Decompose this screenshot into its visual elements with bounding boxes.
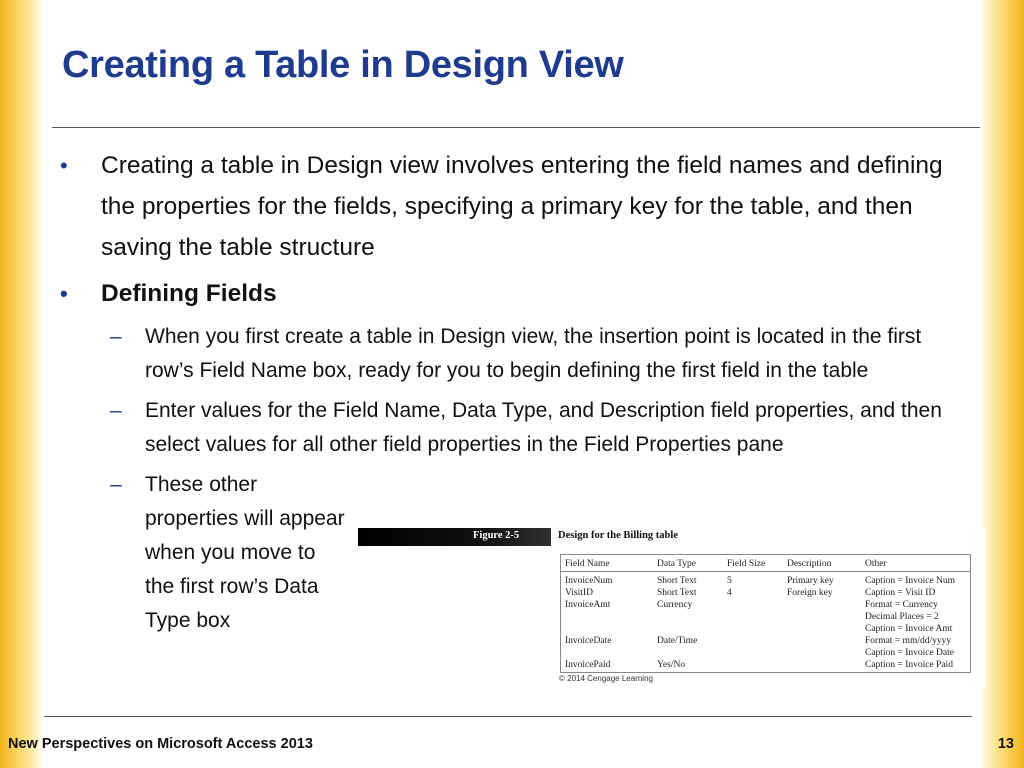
table-row xyxy=(561,623,970,635)
table-row xyxy=(561,647,970,659)
sub-bullet-item xyxy=(101,468,345,638)
table-cell xyxy=(727,623,787,635)
sub-bullet-text: These other properties will appear when you move to the first row’s Data Type box xyxy=(145,473,345,632)
bullet-text: Creating a table in Design view involves entering the field names and defining the properties for the fields, specifying a primary key for the table, and then saving the table structure xyxy=(101,152,943,261)
table-cell xyxy=(727,599,787,611)
table-cell: Format = Currency xyxy=(865,600,938,610)
dash-glyph: – xyxy=(110,325,122,348)
sub-bullet-item xyxy=(101,394,960,462)
column-header: Field Size xyxy=(727,559,787,572)
left-accent-bar xyxy=(0,0,44,768)
table-cell: 4 xyxy=(727,588,732,598)
table-cell: InvoiceAmt xyxy=(565,600,611,610)
table-cell xyxy=(787,623,865,635)
table-cell: Decimal Places = 2 xyxy=(865,612,939,622)
footer-divider xyxy=(44,716,972,717)
table-cell: Format = mm/dd/yyyy xyxy=(865,636,952,646)
table-cell: Short Text xyxy=(657,576,697,586)
table-cell: InvoicePaid xyxy=(565,660,611,670)
figure-number: Figure 2-5 xyxy=(473,530,520,541)
table-cell: 5 xyxy=(727,576,732,586)
table-cell: Primary key xyxy=(787,576,834,586)
table-row xyxy=(561,572,970,588)
figure-billing-table xyxy=(358,528,986,688)
bullet-glyph: • xyxy=(60,153,68,178)
table-row xyxy=(561,635,970,647)
table-row xyxy=(561,611,970,623)
table-cell xyxy=(787,635,865,647)
dash-glyph: – xyxy=(110,399,122,422)
table-cell xyxy=(727,635,787,647)
table-cell xyxy=(787,599,865,611)
table-cell: Caption = Invoice Paid xyxy=(865,660,953,670)
table-cell: Caption = Visit ID xyxy=(865,588,936,598)
table-cell: Caption = Invoice Num xyxy=(865,576,956,586)
table-cell xyxy=(657,623,727,635)
table-cell xyxy=(727,611,787,623)
table-cell: Caption = Invoice Date xyxy=(865,648,954,658)
table-cell xyxy=(657,611,727,623)
table-row xyxy=(561,587,970,599)
table-cell: Foreign key xyxy=(787,588,833,598)
table-cell xyxy=(787,647,865,659)
table-cell xyxy=(561,647,657,659)
table-cell: InvoiceNum xyxy=(565,576,613,586)
bullet-item xyxy=(60,273,960,314)
column-header: Data Type xyxy=(657,559,727,572)
table-cell: Caption = Invoice Amt xyxy=(865,624,953,634)
table-cell: Currency xyxy=(657,600,693,610)
dash-glyph: – xyxy=(110,473,122,496)
bullet-item xyxy=(60,145,960,268)
table-cell xyxy=(561,611,657,623)
table-cell xyxy=(561,623,657,635)
table-row xyxy=(561,599,970,611)
table-cell: Date/Time xyxy=(657,636,698,646)
page-number: 13 xyxy=(997,736,1014,752)
table-cell xyxy=(787,611,865,623)
table-cell: Yes/No xyxy=(657,660,686,670)
billing-design-table xyxy=(561,559,970,671)
table-header-row xyxy=(561,559,970,572)
table-cell: InvoiceDate xyxy=(565,636,612,646)
sub-bullet-item xyxy=(101,320,960,388)
figure-copyright: © 2014 Cengage Learning xyxy=(559,674,653,683)
right-accent-bar xyxy=(980,0,1024,768)
table-cell: VisitID xyxy=(565,588,593,598)
figure-table-frame xyxy=(560,554,971,673)
title-divider xyxy=(52,127,980,128)
table-row xyxy=(561,659,970,671)
table-body xyxy=(561,572,970,672)
table-cell xyxy=(727,647,787,659)
column-header: Description xyxy=(787,559,865,572)
slide-title: Creating a Table in Design View xyxy=(62,44,624,86)
sub-bullet-text: When you first create a table in Design view, the insertion point is located in the first row’s Field Name box, ready for you to begin defining the first field in the table xyxy=(145,325,922,382)
bullet-heading: Defining Fields xyxy=(101,280,277,307)
table-cell xyxy=(727,659,787,671)
column-header: Field Name xyxy=(561,559,657,572)
table-cell xyxy=(787,659,865,671)
sub-bullet-text: Enter values for the Field Name, Data Type, and Description field properties, and then select values for all other field properties in the Field Properties pane xyxy=(145,399,942,456)
footer-course-title: New Perspectives on Microsoft Access 2013 xyxy=(8,736,313,752)
table-cell: Short Text xyxy=(657,588,697,598)
bullet-glyph: • xyxy=(60,281,68,306)
table-cell xyxy=(657,647,727,659)
column-header: Other xyxy=(865,559,970,572)
figure-caption: Design for the Billing table xyxy=(558,530,678,541)
